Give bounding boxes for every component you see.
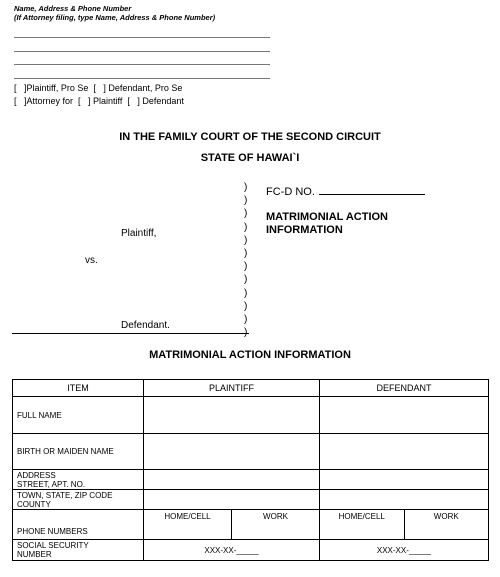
- case-number-label: FC-D NO.: [266, 186, 315, 198]
- row-label-address-line2: STREET, APT. NO.: [17, 479, 86, 489]
- defendant-phone-cell: [320, 510, 489, 540]
- header-defendant: DEFENDANT: [320, 380, 489, 397]
- defendant-ssn-field[interactable]: XXX-XX-_____: [320, 540, 489, 561]
- row-label-full-name: FULL NAME: [13, 397, 144, 434]
- row-label-address: [13, 470, 144, 490]
- plaintiff-work-label: WORK: [263, 512, 288, 521]
- defendant-town-field[interactable]: [320, 490, 489, 510]
- filer-header: [14, 4, 215, 22]
- caption-paren: ): [244, 208, 248, 220]
- row-label-town-line2: COUNTY: [17, 499, 51, 509]
- table-row: [13, 540, 489, 561]
- caption-paren: ): [244, 261, 248, 273]
- vs-label: vs.: [85, 255, 98, 266]
- caption-paren: ): [244, 287, 248, 299]
- caption-paren: ): [244, 221, 248, 233]
- case-number-field[interactable]: [319, 184, 425, 195]
- table-header-row: [13, 380, 489, 397]
- row-label-phone: PHONE NUMBERS: [13, 510, 144, 540]
- table-row: [13, 470, 489, 490]
- table-row: [13, 397, 489, 434]
- matrimonial-info-table: [12, 379, 489, 561]
- filer-header-line1: Name, Address & Phone Number: [14, 4, 132, 13]
- caption-paren: ): [244, 248, 248, 259]
- row-label-birth-name: BIRTH OR MAIDEN NAME: [13, 434, 144, 470]
- court-state: STATE OF HAWAI`I: [200, 152, 300, 164]
- caption-paren: ): [244, 182, 248, 193]
- plaintiff-label: Plaintiff,: [121, 228, 157, 239]
- caption-paren: ): [244, 300, 248, 312]
- plaintiff-home-phone-field[interactable]: [144, 510, 231, 539]
- plaintiff-ssn-field[interactable]: XXX-XX-_____: [144, 540, 320, 561]
- row-label-town-line1: TOWN, STATE, ZIP CODE: [17, 490, 113, 500]
- row-label-town: [13, 490, 144, 510]
- caption-paren: ): [244, 195, 248, 207]
- court-name: IN THE FAMILY COURT OF THE SECOND CIRCUIT: [119, 131, 381, 143]
- defendant-work-phone-field[interactable]: [404, 510, 489, 539]
- header-plaintiff: PLAINTIFF: [144, 380, 320, 397]
- row-label-ssn: [13, 540, 144, 561]
- header-item: ITEM: [13, 380, 144, 397]
- row-label-ssn-line2: NUMBER: [17, 550, 52, 559]
- filer-line-2[interactable]: [14, 51, 270, 52]
- caption-paren: ): [244, 274, 248, 286]
- table-row: [13, 434, 489, 470]
- caption-bottom-line: [12, 333, 249, 334]
- caption-paren: ): [244, 234, 248, 246]
- plaintiff-full-name-field[interactable]: [144, 397, 320, 434]
- filer-checkbox-row-2[interactable]: [ ]Attorney for [ ] Plaintiff [ ] Defendant: [14, 96, 184, 106]
- defendant-address-field[interactable]: [320, 470, 489, 490]
- case-number: [266, 184, 425, 198]
- row-label-ssn-line1: SOCIAL SECURITY: [17, 541, 89, 550]
- plaintiff-address-field[interactable]: [144, 470, 320, 490]
- section-title: MATRIMONIAL ACTION INFORMATION: [149, 349, 351, 361]
- filer-header-line2: (If Attorney filing, type Name, Address & Phone Number): [14, 13, 216, 22]
- row-label-address-line1: ADDRESS: [17, 470, 56, 480]
- table-row: [13, 510, 489, 540]
- plaintiff-birth-name-field[interactable]: [144, 434, 320, 470]
- plaintiff-town-field[interactable]: [144, 490, 320, 510]
- defendant-home-label: HOME/CELL: [338, 512, 385, 521]
- caption-paren: ): [244, 327, 248, 339]
- defendant-label: Defendant.: [121, 320, 170, 331]
- plaintiff-work-phone-field[interactable]: [231, 510, 319, 539]
- defendant-birth-name-field[interactable]: [320, 434, 489, 470]
- filer-line-4[interactable]: [14, 78, 270, 79]
- filer-checkbox-row-1[interactable]: [ ]Plaintiff, Pro Se [ ] Defendant, Pro Se: [14, 83, 183, 93]
- defendant-full-name-field[interactable]: [320, 397, 489, 434]
- plaintiff-home-label: HOME/CELL: [164, 512, 211, 521]
- defendant-home-phone-field[interactable]: [320, 510, 404, 539]
- filer-line-3[interactable]: [14, 64, 270, 65]
- plaintiff-phone-cell: [144, 510, 320, 540]
- filer-line-1[interactable]: [14, 37, 270, 38]
- caption-paren: ): [244, 314, 248, 325]
- defendant-work-label: WORK: [433, 512, 459, 521]
- table-row: [13, 490, 489, 510]
- document-title: MATRIMONIAL ACTION INFORMATION: [266, 211, 389, 236]
